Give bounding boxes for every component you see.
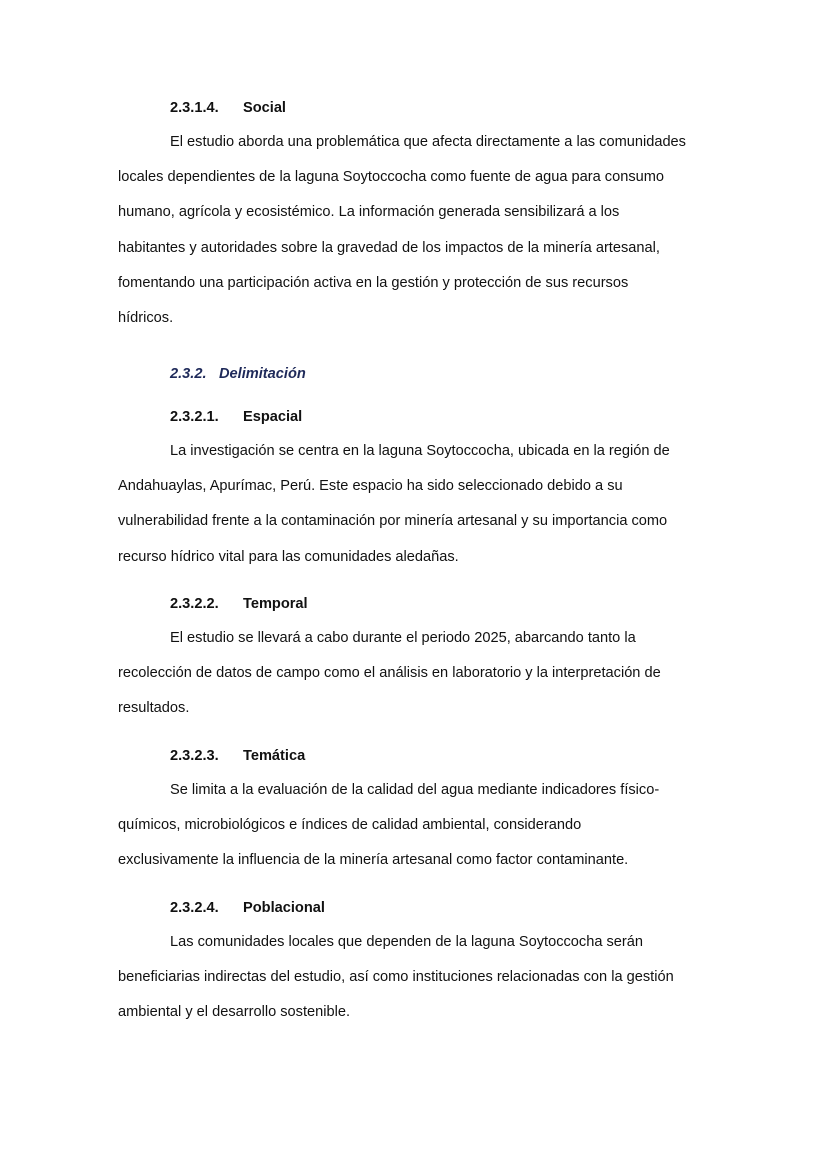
section-title: Temporal [243, 596, 308, 612]
paragraph-line: hídricos. [118, 309, 174, 326]
section-heading [170, 746, 305, 766]
section-title: Delimitación [219, 366, 306, 382]
paragraph-line: exclusivamente la influencia de la minería artesanal como factor contaminante. [118, 852, 629, 869]
section-number: 2.3.2.3. [170, 748, 219, 764]
section-heading [170, 364, 306, 384]
section-number: 2.3.2.2. [170, 596, 219, 612]
section-title: Espacial [243, 409, 303, 425]
section-number: 2.3.2.4. [170, 900, 219, 916]
paragraph-line: beneficiarias indirectas del estudio, así como instituciones relacionadas con la gestión [118, 969, 674, 986]
paragraph-line: Las comunidades locales que dependen de la laguna Soytoccocha serán [170, 934, 644, 950]
paragraph-line: fomentando una participación activa en la gestión y protección de sus recursos [118, 274, 629, 291]
section-title: Temática [243, 748, 306, 764]
paragraph-line: vulnerabilidad frente a la contaminación por minería artesanal y su importancia como [118, 513, 668, 530]
paragraph-line: El estudio aborda una problemática que afecta directamente a las comunidades [170, 134, 686, 150]
paragraph-line: El estudio se llevará a cabo durante el periodo 2025, abarcando tanto la [170, 630, 636, 646]
paragraph-line: Andahuaylas, Apurímac, Perú. Este espacio ha sido seleccionado debido a su [118, 478, 623, 495]
section-number: 2.3.2. [170, 366, 207, 382]
section-heading [170, 407, 302, 427]
paragraph [118, 773, 738, 879]
paragraph-line: ambiental y el desarrollo sostenible. [118, 1004, 351, 1021]
paragraph-line: La investigación se centra en la laguna Soytoccocha, ubicada en la región de [170, 443, 670, 459]
paragraph [118, 621, 738, 727]
paragraph [118, 125, 738, 336]
paragraph-line: resultados. [118, 700, 190, 717]
section-title: Poblacional [243, 900, 325, 916]
section-heading [170, 98, 286, 118]
section-heading [170, 594, 308, 614]
paragraph-line: recurso hídrico vital para las comunidades aledañas. [118, 548, 459, 565]
paragraph-line: humano, agrícola y ecosistémico. La información generada sensibilizará a los [118, 204, 620, 221]
paragraph-line: recolección de datos de campo como el análisis en laboratorio y la interpretación de [118, 665, 661, 682]
paragraph [118, 925, 738, 1031]
section-heading [170, 898, 325, 918]
paragraph-line: locales dependientes de la laguna Soytoccocha como fuente de agua para consumo [118, 169, 665, 186]
section-number: 2.3.1.4. [170, 100, 219, 116]
paragraph-line: habitantes y autoridades sobre la gravedad de los impactos de la minería artesanal, [118, 239, 660, 256]
section-number: 2.3.2.1. [170, 409, 219, 425]
section-title: Social [243, 100, 286, 116]
paragraph [118, 434, 738, 575]
paragraph-line: Se limita a la evaluación de la calidad del agua mediante indicadores físico- [170, 782, 660, 798]
paragraph-line: químicos, microbiológicos e índices de calidad ambiental, considerando [118, 817, 582, 834]
